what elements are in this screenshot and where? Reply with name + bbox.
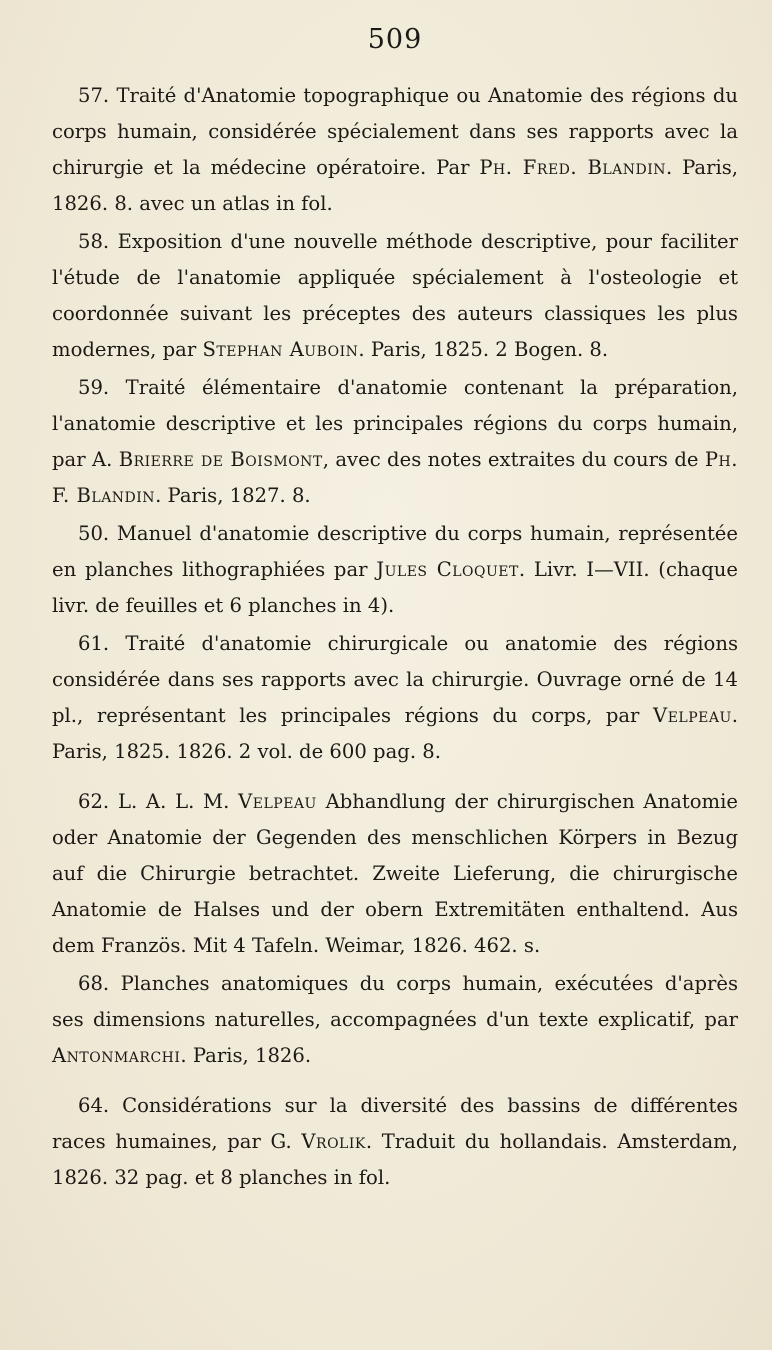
entry-text: Exposition d'une nouvelle méthode descriptive, pour faciliter l'étude de l'anatomie appliquée spécialement à l'osteologie et coordonnée suivant les préceptes des auteurs classiques les plus modernes, par (52, 230, 738, 361)
entry-number: 58. (78, 230, 110, 253)
entry-text: Traité d'anatomie chirurgicale ou anatomie des régions considérée dans ses rapports avec la chirurgie. Ouvrage orné de 14 pl., représentant les principales régions du corps, par (52, 632, 738, 727)
entry-59 (52, 370, 738, 514)
entry-text: . Paris, 1827. 8. (155, 484, 311, 507)
entry-57 (52, 78, 738, 222)
entry-text: Traité d'Anatomie topographique ou Anatomie des régions du corps humain, considérée spécialement dans ses rapports avec la chirurgie et la médecine opératoire. Par (52, 84, 738, 179)
entry-text: Considérations sur la diversité des bassins de différentes races humaines, par G. (52, 1094, 738, 1153)
entry-text: . Paris, 1825. 1826. 2 vol. de 600 pag. 8. (52, 704, 738, 763)
entry-number: 57. (78, 84, 110, 107)
entry-number: 61. (78, 632, 110, 655)
entry-61 (52, 626, 738, 770)
entry-text: Traité élémentaire d'anatomie contenant la préparation, l'anatomie descriptive et les principales régions du corps humain, par A. (52, 376, 739, 471)
author-name: Velpeau (653, 704, 732, 727)
author-name: Brierre de Boismont (118, 448, 323, 471)
entry-text: . Paris, 1826. 8. avec un atlas in fol. (52, 156, 739, 215)
entry-text: . Traduit du hollandais. Amsterdam, 1826. 32 pag. et 8 planches in fol. (52, 1130, 738, 1189)
entry-text: Manuel d'anatomie descriptive du corps humain, représentée en planches lithographiées par (52, 522, 739, 581)
entry-58 (52, 224, 738, 368)
entry-text: , avec des notes extraites du cours de (322, 448, 705, 471)
author-name: Stephan Auboin (202, 338, 359, 361)
entry-62 (52, 784, 738, 964)
entry-number: 50. (78, 522, 110, 545)
author-name: Velpeau (238, 790, 317, 813)
entry-number: 68. (78, 972, 110, 995)
author-name: Antonmarchi (52, 1044, 181, 1067)
author-name: Vrolik (301, 1130, 366, 1153)
author-name: Ph. Fred. Blandin (479, 156, 667, 179)
entry-text: Abhandlung der chirurgischen Anatomie oder Anatomie der Gegenden des menschlichen Körpers in Bezug auf die Chirurgie betrachtet. Zweite Lieferung, die chirurgische Anatomie de Halses und der obern Extremitäten enthaltend. Aus dem Französ. Mit 4 Tafeln. Weimar, 1826. 462. s. (52, 790, 738, 957)
entry-number: 64. (78, 1094, 110, 1117)
entry-number: 62. (78, 790, 110, 813)
entry-text: . Paris, 1825. 2 Bogen. 8. (358, 338, 609, 361)
entry-text: . Paris, 1826. (180, 1044, 312, 1067)
entry-50 (52, 516, 738, 624)
author-name: Jules Cloquet (376, 558, 519, 581)
page-number: 509 (367, 24, 423, 55)
entry-text: . Livr. I—VII. (chaque livr. de feuilles et 6 planches in 4). (52, 558, 738, 617)
entry-text: L. A. L. M. (117, 790, 239, 813)
entry-68 (52, 966, 738, 1074)
entry-number: 59. (78, 376, 110, 399)
author-name: Ph. F. Blandin (52, 448, 738, 507)
entry-text: Planches anatomiques du corps humain, exécutées d'après ses dimensions naturelles, accompagnées d'un texte explicatif, par (52, 972, 739, 1031)
entry-64 (52, 1088, 738, 1196)
